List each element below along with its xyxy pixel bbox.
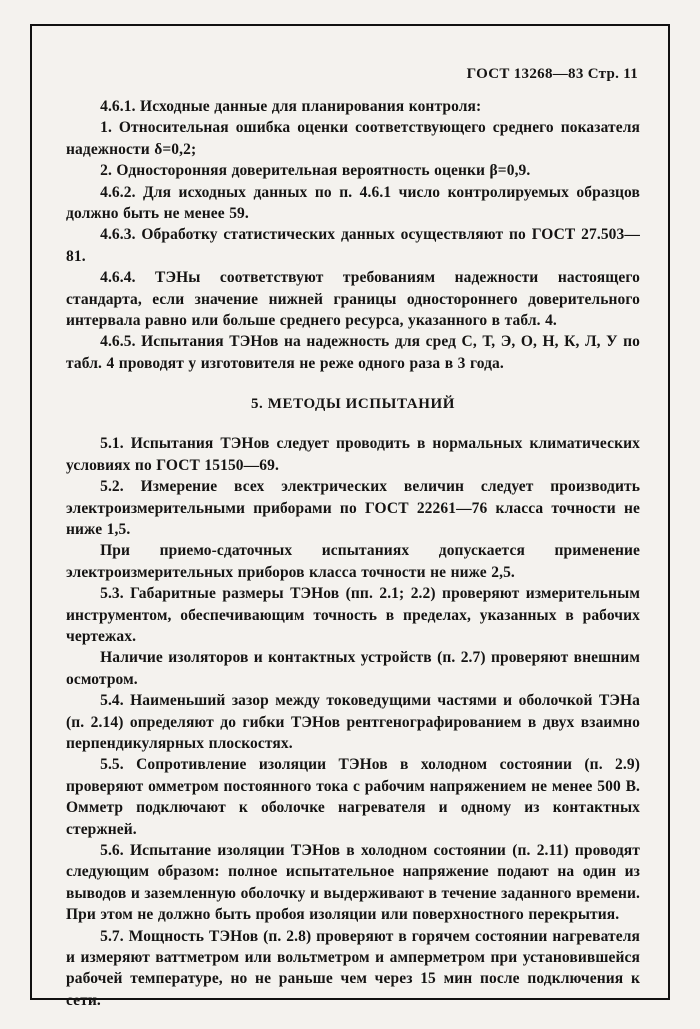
paragraph: 5.5. Сопротивление изоляции ТЭНов в холодном состоянии (п. 2.9) проверяют омметром постоянного тока с рабочим напряжением не менее 500 В. Омметр подключают к оболочке нагревателя и одному из контактных стержней. xyxy=(66,756,640,838)
paragraph: 5.3. Габаритные размеры ТЭНов (пп. 2.1; 2.2) проверяют измерительным инструментом, обеспечивающим точность в пределах, указанных в рабочих чертежах. xyxy=(66,585,640,645)
paragraph: 5.7. Мощность ТЭНов (п. 2.8) проверяют в горячем состоянии нагревателя и измеряют ваттметром или вольтметром и амперметром при установившейся рабочей температуре, но не раньше чем через 15 мин после подключения к сети. xyxy=(66,927,640,1009)
paragraph: 4.6.5. Испытания ТЭНов на надежность для сред С, Т, Э, О, Н, К, Л, У по табл. 4 проводят у изготовителя не реже одного раза в 3 года. xyxy=(66,333,640,372)
paragraph: 5.6. Испытание изоляции ТЭНов в холодном состоянии (п. 2.11) проводят следующим образом: полное испытательное напряжение подают на один из выводов и заземленную оболочку и выдерживают в течение заданного времени. При этом не должно быть пробоя изоляции или поверхностного перекрытия. xyxy=(66,842,640,924)
paragraph: 1. Относительная ошибка оценки соответствующего среднего показателя надежности δ=0,2; xyxy=(66,119,640,158)
paragraph: При приемо-сдаточных испытаниях допускается применение электроизмерительных приборов класса точности не ниже 2,5. xyxy=(66,542,640,581)
paragraph: 2. Односторонняя доверительная вероятность оценки β=0,9. xyxy=(100,162,531,180)
section-heading: 5. МЕТОДЫ ИСПЫТАНИЙ xyxy=(250,396,456,413)
page-header-gost-number: ГОСТ 13268—83 Стр. 11 xyxy=(466,66,638,82)
paragraph: Наличие изоляторов и контактных устройств (п. 2.7) проверяют внешним осмотром. xyxy=(66,649,640,688)
paragraph: 4.6.3. Обработку статистических данных осуществляют по ГОСТ 27.503—81. xyxy=(66,226,640,265)
document-body xyxy=(66,96,640,1011)
paragraph: 5.1. Испытания ТЭНов следует проводить в нормальных климатических условиях по ГОСТ 15150—69. xyxy=(66,435,640,474)
paragraph: 4.6.1. Исходные данные для планирования контроля: xyxy=(100,98,482,115)
paragraph: 4.6.2. Для исходных данных по п. 4.6.1 число контролируемых образцов должно быть не менее 59. xyxy=(66,183,640,223)
paragraph: 5.4. Наименьший зазор между токоведущими частями и оболочкой ТЭНа (п. 2.14) определяют до гибки ТЭНов рентгенографированием в двух взаимно перпендикулярных плоскостях. xyxy=(66,692,640,752)
paragraph: 5.2. Измерение всех электрических величин следует производить электроизмерительными приборами по ГОСТ 22261—76 класса точности не ниже 1,5. xyxy=(66,478,640,538)
paragraph: 4.6.4. ТЭНы соответствуют требованиям надежности настоящего стандарта, если значение нижней границы одностороннего доверительного интервала равно или больше среднего ресурса, указанного в табл. 4. xyxy=(66,269,640,330)
